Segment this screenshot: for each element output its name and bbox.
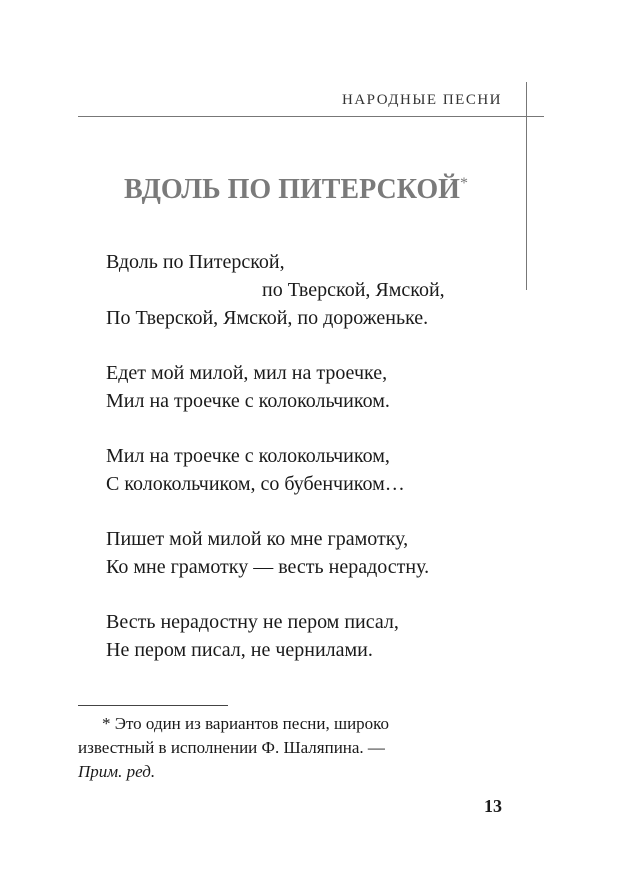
poem-line: Мил на троечке с колокольчиком. [106,390,390,412]
footnote [78,712,474,784]
header-rule [78,116,544,117]
stanza [106,525,506,581]
poem-body [106,248,506,691]
poem-line: по Тверской, Ямской, [262,279,445,301]
footnote-rule [78,705,228,706]
poem-line: Не пером писал, не чернилами. [106,639,373,661]
stanza [106,248,506,332]
poem-line: По Тверской, Ямской, по дороженьке. [106,307,429,329]
poem-title-text: ВДОЛЬ ПО ПИТЕРСКОЙ [124,174,460,205]
poem-line: Пишет мой милой ко мне грамотку, [106,528,409,550]
poem-line: С колокольчиком, со бубенчиком… [106,473,405,495]
footnote-mark: * [459,175,468,192]
header-vertical-rule [526,82,527,290]
editor-note: Прим. ред. [78,762,156,781]
footnote-line: известный в исполнении Ф. Шаляпина. — [78,738,385,757]
page-number: 13 [484,796,502,816]
poem-line: Мил на троечке с колокольчиком, [106,445,390,467]
stanza [106,608,506,664]
poem-line: Вдоль по Питерской, [106,251,285,273]
footnote-line: * Это один из вариантов песни, широко [102,714,390,733]
poem-line: Весть нерадостну не пером писал, [106,611,399,633]
stanza [106,359,506,415]
running-head: НАРОДНЫЕ ПЕСНИ [342,92,502,108]
poem-line: Ко мне грамотку — весть нерадостну. [106,556,430,578]
stanza [106,442,506,498]
poem-title [124,174,468,206]
poem-line: Едет мой милой, мил на троечке, [106,362,388,384]
